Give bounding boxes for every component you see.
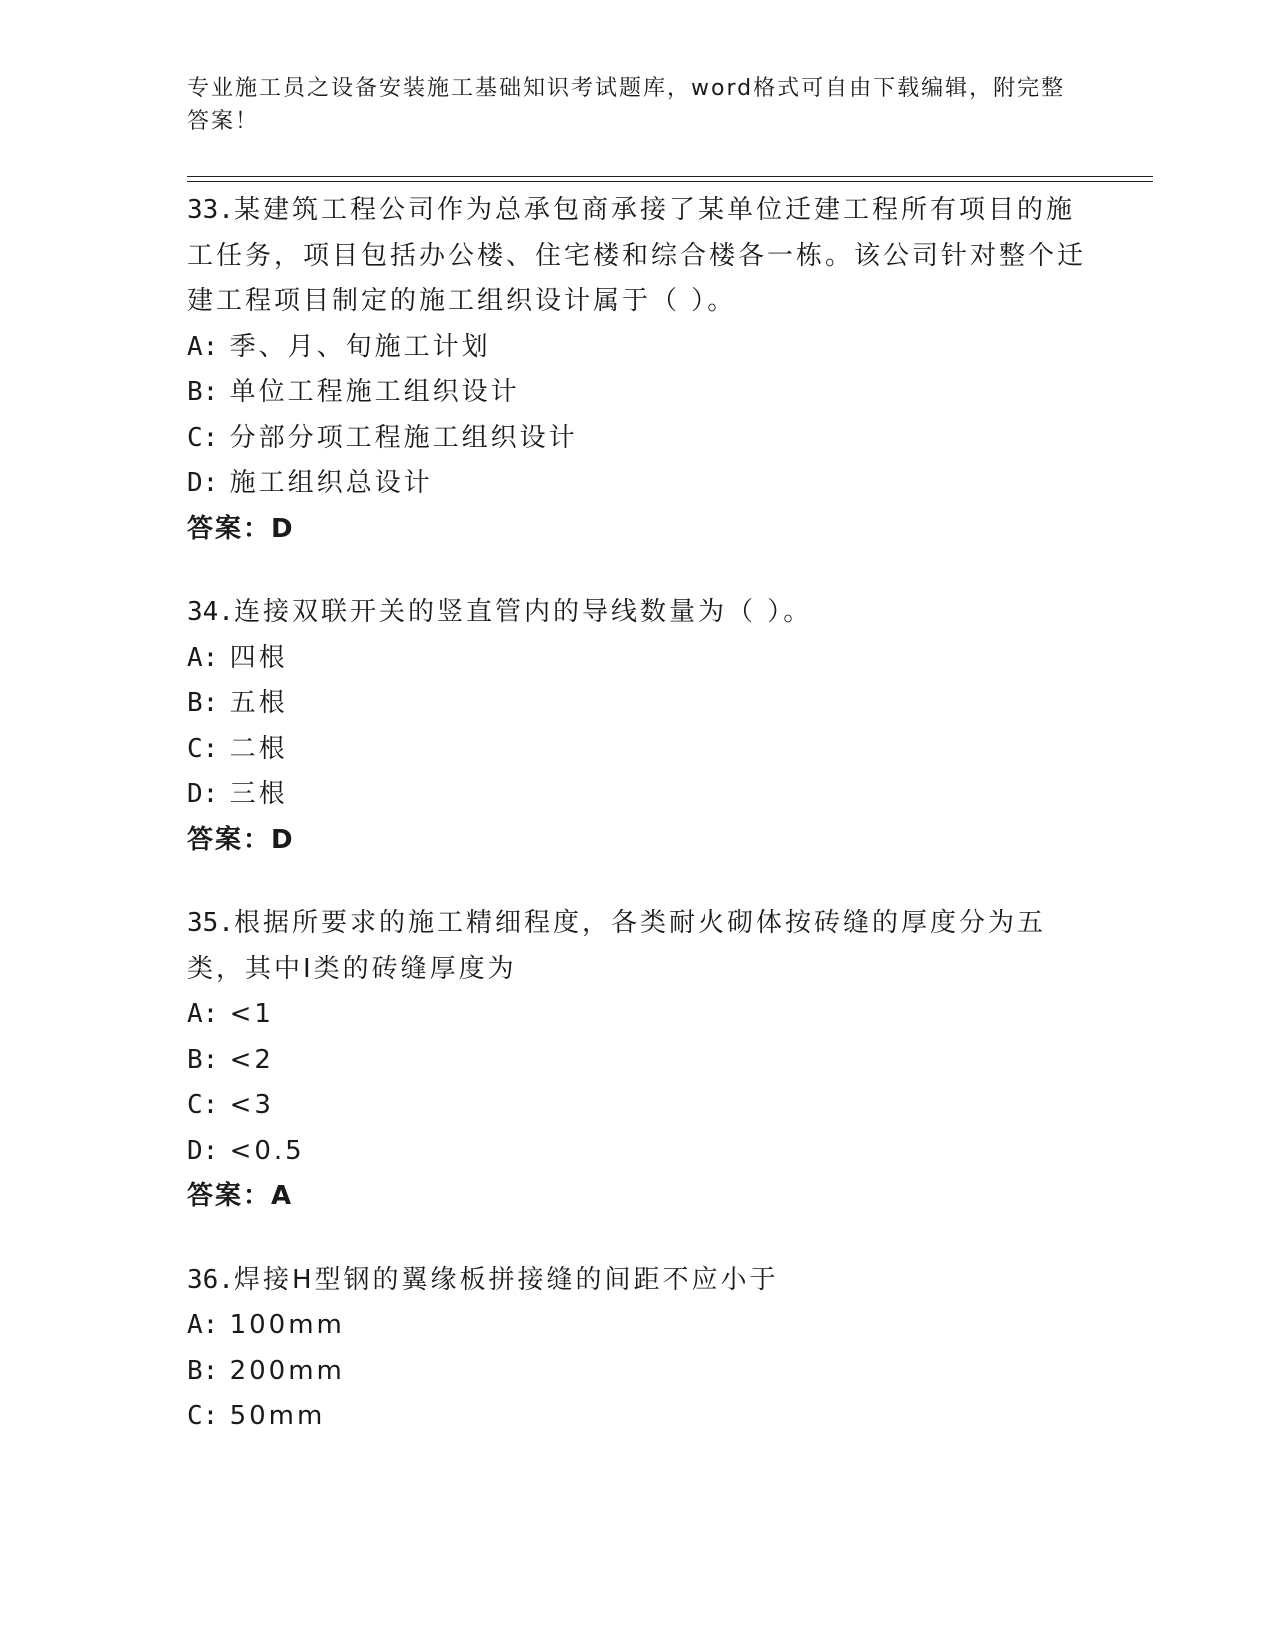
option-letter: B: xyxy=(187,1044,219,1075)
option-c xyxy=(187,416,1087,462)
header-rule-top xyxy=(187,176,1153,177)
option-text: 季、月、旬施工计划 xyxy=(229,331,491,362)
option-letter: C: xyxy=(187,733,219,764)
question-number: 35. xyxy=(187,908,234,938)
option-text: 单位工程施工组织设计 xyxy=(229,377,520,407)
option-text: <0.5 xyxy=(229,1135,305,1166)
option-b xyxy=(187,681,1087,727)
answer-line: 答案：A xyxy=(187,1181,294,1211)
option-letter: B: xyxy=(187,688,219,718)
question-spacer xyxy=(187,1220,1087,1258)
option-text: 分部分项工程施工组织设计 xyxy=(229,422,578,453)
option-a xyxy=(187,1303,1087,1349)
answer-line: 答案：D xyxy=(187,824,295,855)
option-text: 100mm xyxy=(229,1310,345,1340)
option-letter: D: xyxy=(187,779,219,809)
option-letter: C: xyxy=(187,1090,219,1120)
option-text: 二根 xyxy=(229,733,288,764)
option-letter: B: xyxy=(187,1355,219,1386)
option-text: 200mm xyxy=(229,1355,345,1386)
option-b xyxy=(187,1038,1087,1084)
question-35 xyxy=(187,901,1087,1220)
option-a xyxy=(187,325,1087,371)
header-title: 专业施工员之设备安装施工基础知识考试题库，word格式可自由下载编辑，附完整答案！ xyxy=(187,76,1066,134)
question-number: 34. xyxy=(187,597,234,627)
option-letter: A: xyxy=(187,331,219,362)
option-text: 施工组织总设计 xyxy=(229,468,433,498)
option-letter: C: xyxy=(187,1401,219,1431)
question-text xyxy=(187,188,1087,325)
option-b xyxy=(187,370,1087,416)
option-c xyxy=(187,1394,1087,1440)
question-text xyxy=(187,1258,1087,1304)
option-text: 50mm xyxy=(229,1401,326,1431)
option-letter: D: xyxy=(187,468,219,498)
option-c xyxy=(187,1083,1087,1129)
option-letter: B: xyxy=(187,377,219,407)
question-body: 焊接H型钢的翼缘板拼接缝的间距不应小于 xyxy=(233,1264,779,1295)
question-number: 36. xyxy=(187,1264,234,1295)
question-36 xyxy=(187,1258,1087,1440)
question-body: 连接双联开关的竖直管内的导线数量为（ ）。 xyxy=(233,597,813,627)
header-rule-bottom xyxy=(187,181,1153,182)
option-a xyxy=(187,636,1087,682)
option-text: <3 xyxy=(229,1090,274,1120)
question-list xyxy=(187,188,1087,1440)
question-text xyxy=(187,590,1087,636)
question-33 xyxy=(187,188,1087,552)
question-number: 33. xyxy=(187,195,234,225)
question-body: 根据所要求的施工精细程度，各类耐火砌体按砖缝的厚度分为五类，其中Ⅰ类的砖缝厚度为 xyxy=(187,908,1046,984)
question-body: 某建筑工程公司作为总承包商承接了某单位迁建工程所有项目的施工任务，项目包括办公楼、住宅楼和综合楼各一栋。该公司针对整个迁建工程项目制定的施工组织设计属于（ ）。 xyxy=(187,195,1087,316)
option-d xyxy=(187,1129,1087,1175)
question-spacer xyxy=(187,863,1087,901)
option-text: 四根 xyxy=(229,642,288,673)
question-spacer xyxy=(187,552,1087,590)
option-letter: A: xyxy=(187,1310,219,1340)
option-letter: A: xyxy=(187,999,219,1029)
document-header xyxy=(187,72,1067,138)
option-d xyxy=(187,461,1087,507)
option-text: <1 xyxy=(229,999,274,1029)
option-c xyxy=(187,727,1087,773)
option-letter: C: xyxy=(187,422,219,453)
answer-line: 答案：D xyxy=(187,513,295,544)
option-letter: D: xyxy=(187,1135,219,1166)
option-d xyxy=(187,772,1087,818)
option-a xyxy=(187,992,1087,1038)
question-34 xyxy=(187,590,1087,863)
option-b xyxy=(187,1349,1087,1395)
question-text xyxy=(187,901,1087,992)
option-text: <2 xyxy=(229,1044,274,1075)
option-letter: A: xyxy=(187,642,219,673)
option-text: 三根 xyxy=(229,779,288,809)
option-text: 五根 xyxy=(229,688,288,718)
